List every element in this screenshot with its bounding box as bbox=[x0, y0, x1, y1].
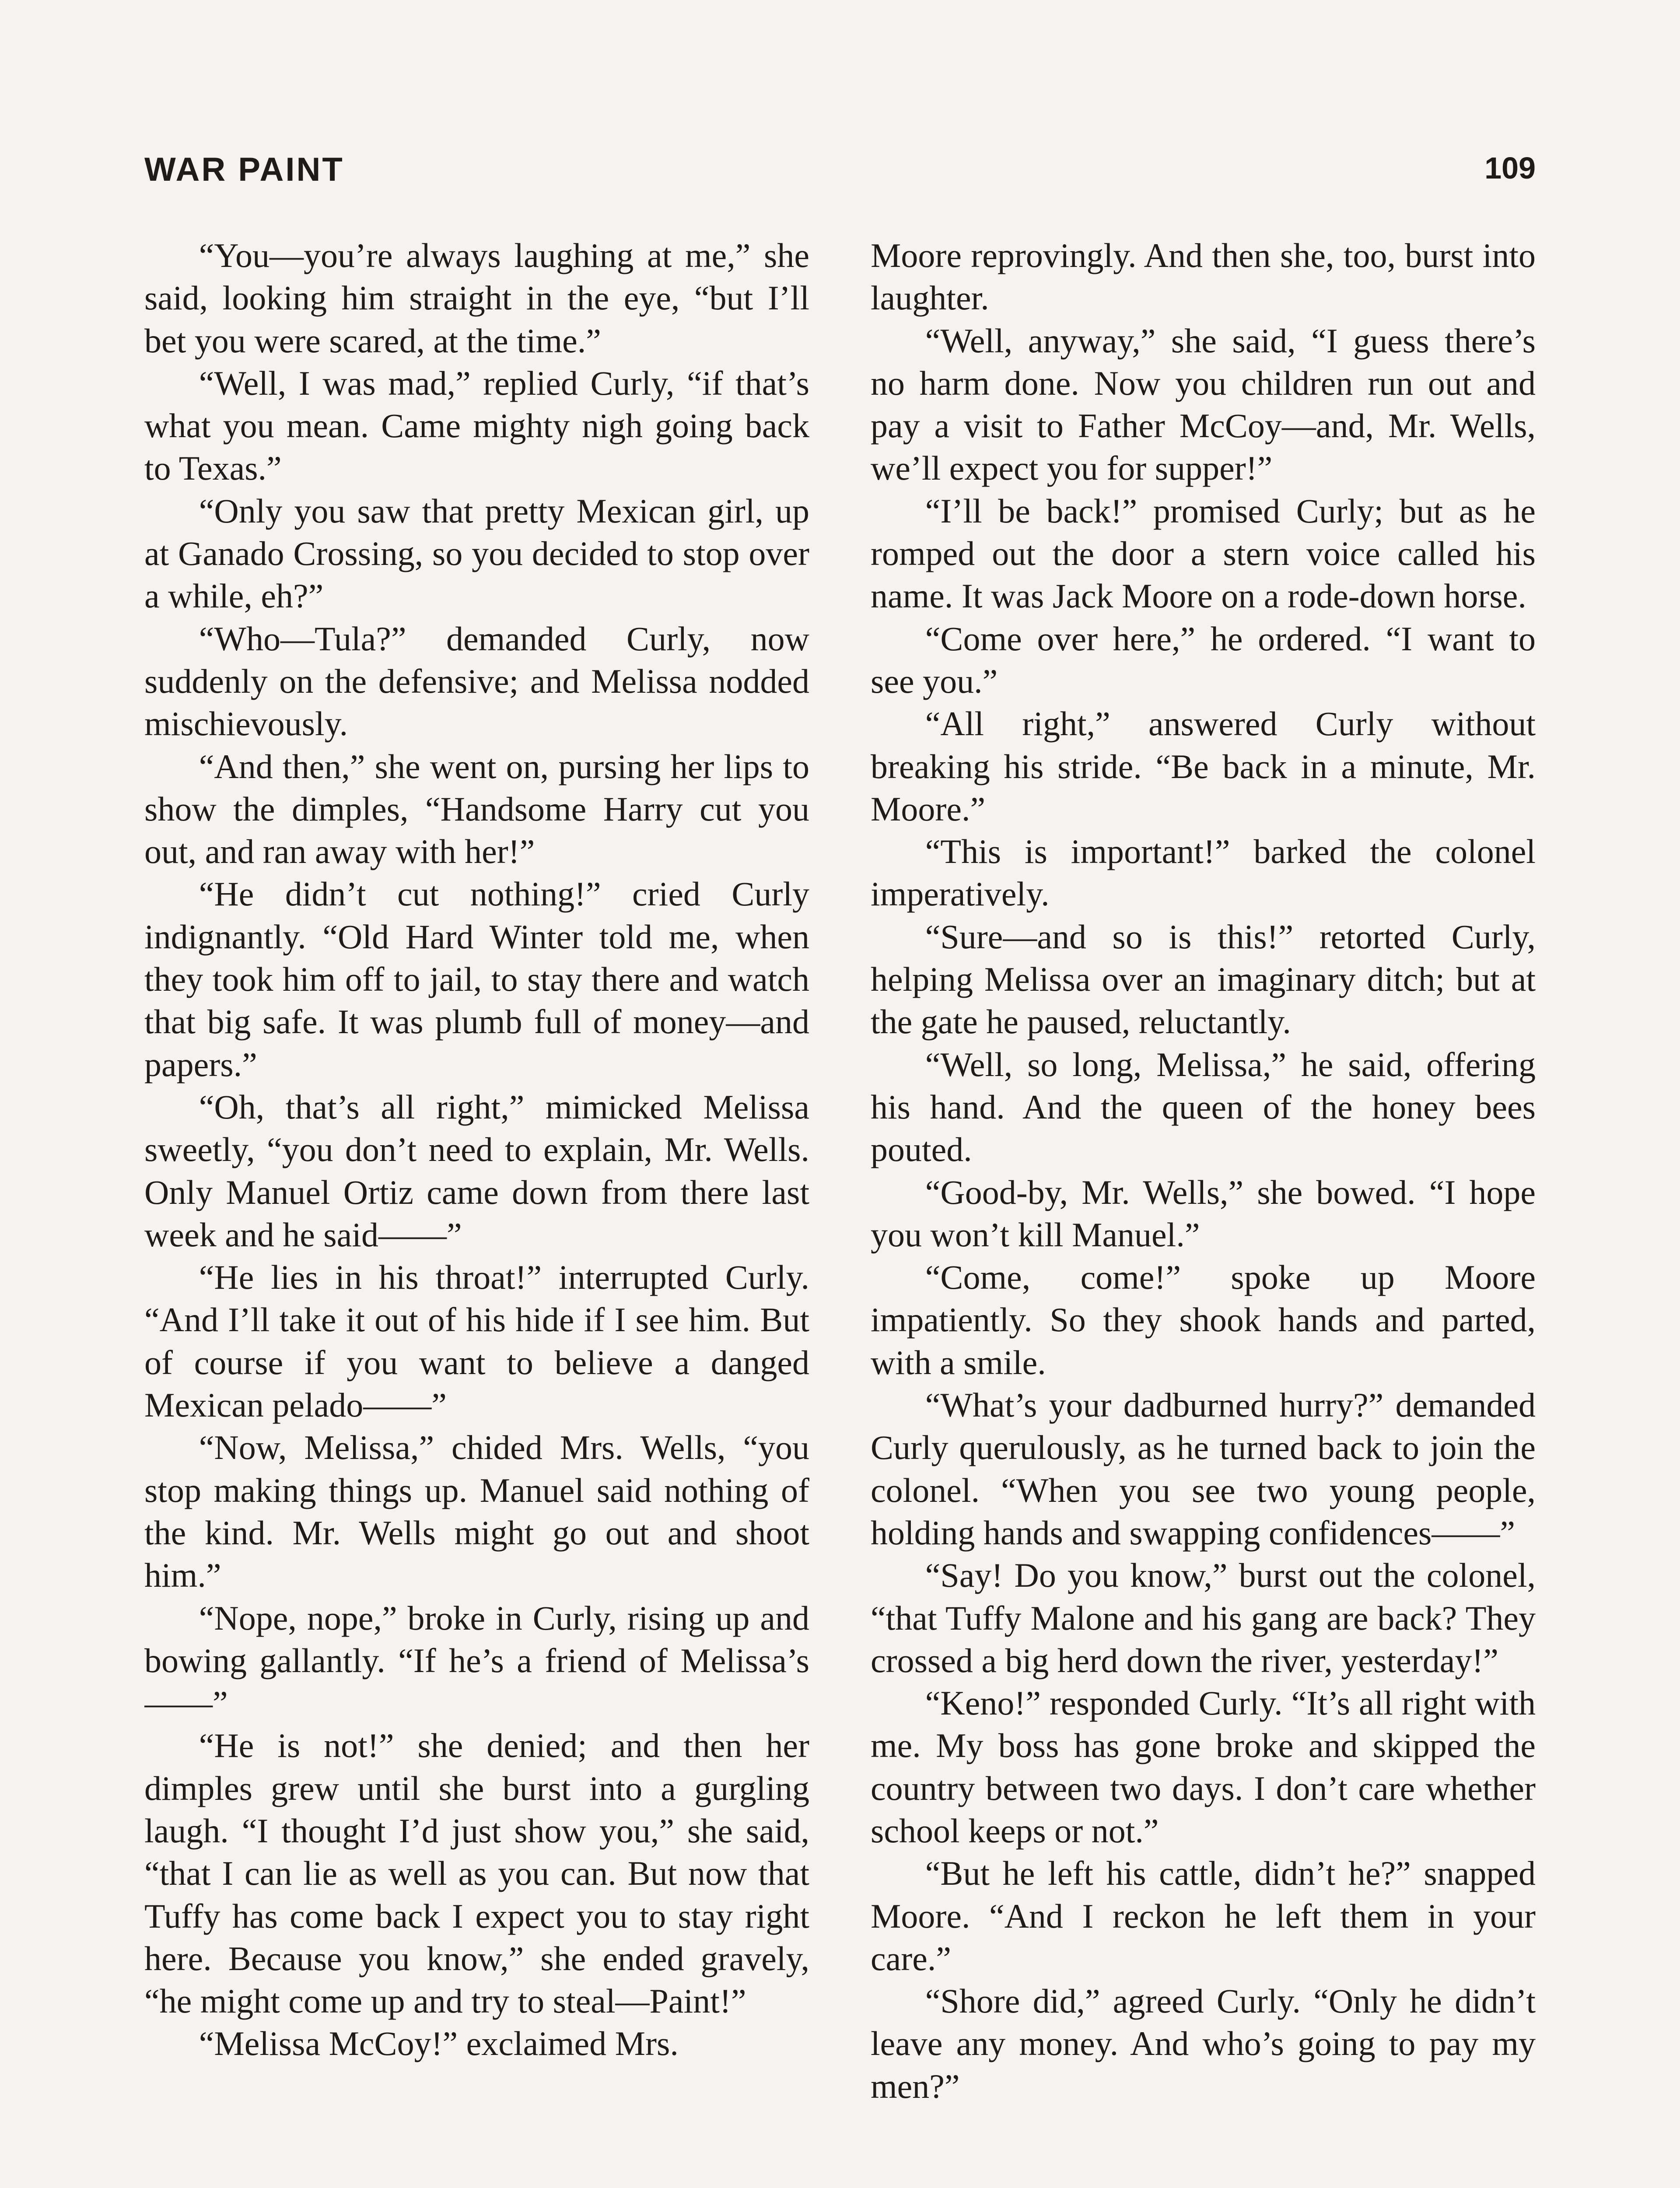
left-column bbox=[144, 234, 809, 2188]
paragraph: “Oh, that’s all right,” mimicked Melissa sweetly, “you don’t need to explain, Mr. Wells. Only Manuel Ortiz came down from there last week and he said——” bbox=[144, 1087, 809, 1254]
paragraph: “Now, Melissa,” chided Mrs. Wells, “you stop making things up. Manuel said nothing of the kind. Mr. Wells might go out and shoot him.” bbox=[144, 1428, 809, 1595]
paragraph: “You—you’re always laughing at me,” she said, looking him straight in the eye, “but I’ll bet you were scared, at the time.” bbox=[144, 236, 809, 360]
paragraph: “Melissa McCoy!” exclaimed Mrs. bbox=[199, 2024, 679, 2063]
paragraph: “He is not!” she denied; and then her dimples grew until she burst into a gurgling laugh. “I thought I’d just show you,” she said, “that I can lie as well as you can. But now that Tuffy has come back I expect you to stay right here. Because you know,” she ended gravely, “he might come up and try to steal—Paint!” bbox=[144, 1726, 809, 2020]
paragraph: “Keno!” responded Curly. “It’s all right with me. My boss has gone broke and skipped the country between two days. I don’t care whether school keeps or not.” bbox=[871, 1684, 1536, 1850]
paragraph: “And then,” she went on, pursing her lips to show the dimples, “Handsome Harry cut you out, and ran away with her!” bbox=[144, 747, 809, 871]
running-title: WAR PAINT bbox=[144, 151, 344, 188]
paragraph: “I’ll be back!” promised Curly; but as he romped out the door a stern voice called his name. It was Jack Moore on a rode-down horse. bbox=[871, 491, 1536, 615]
paragraph-continued: Moore reprovingly. And then she, too, burst into laughter. bbox=[871, 236, 1536, 317]
paragraph: “Only you saw that pretty Mexican girl, up at Ganado Crossing, so you decided to stop over a while, eh?” bbox=[144, 491, 809, 615]
page-number: 109 bbox=[1484, 151, 1536, 185]
paragraph: “He lies in his throat!” interrupted Curly. “And I’ll take it out of his hide if I see him. But of course if you want to believe a danged Mexican pelado——” bbox=[144, 1258, 809, 1424]
paragraph: “Well, I was mad,” replied Curly, “if that’s what you mean. Came mighty nigh going back to Texas.” bbox=[144, 364, 809, 487]
paragraph: “Say! Do you know,” burst out the colonel, “that Tuffy Malone and his gang are back? They crossed a big herd down the river, yesterday!” bbox=[871, 1556, 1536, 1680]
paragraph: “This is important!” barked the colonel imperatively. bbox=[871, 832, 1536, 913]
paragraph: “Well, so long, Melissa,” he said, offering his hand. And the queen of the honey bees pouted. bbox=[871, 1045, 1536, 1169]
page-header bbox=[144, 151, 1536, 203]
paragraph: “Come, come!” spoke up Moore impatiently. So they shook hands and parted, with a smile. bbox=[871, 1258, 1536, 1382]
paragraph: “Nope, nope,” broke in Curly, rising up and bowing gallantly. “If he’s a friend of Melissa’s——” bbox=[144, 1599, 809, 1722]
paragraph: “Sure—and so is this!” retorted Curly, helping Melissa over an imaginary ditch; but at the gate he paused, reluctantly. bbox=[871, 917, 1536, 1041]
text-columns bbox=[144, 234, 1536, 2188]
paragraph: “Well, anyway,” she said, “I guess there’s no harm done. Now you children run out and pay a visit to Father McCoy—and, Mr. Wells, we’ll expect you for supper!” bbox=[871, 321, 1536, 487]
right-column bbox=[871, 234, 1536, 2188]
paragraph: “What’s your dadburned hurry?” demanded Curly querulously, as he turned back to join the colonel. “When you see two young people, holding hands and swapping confidences——” bbox=[871, 1386, 1536, 1552]
paragraph: “Come over here,” he ordered. “I want to see you.” bbox=[871, 619, 1536, 700]
paragraph: “He didn’t cut nothing!” cried Curly indignantly. “Old Hard Winter told me, when they took him off to jail, to stay there and watch that big safe. It was plumb full of money—and papers.” bbox=[144, 875, 809, 1083]
paragraph: “Good-by, Mr. Wells,” she bowed. “I hope you won’t kill Manuel.” bbox=[871, 1173, 1536, 1254]
paragraph: “All right,” answered Curly without breaking his stride. “Be back in a minute, Mr. Moore.” bbox=[871, 705, 1536, 828]
paragraph: “Who—Tula?” demanded Curly, now suddenly on the defensive; and Melissa nodded mischievously. bbox=[144, 619, 809, 743]
paragraph: “But he left his cattle, didn’t he?” snapped Moore. “And I reckon he left them in your care.” bbox=[871, 1854, 1536, 1978]
paragraph: “Shore did,” agreed Curly. “Only he didn’t leave any money. And who’s going to pay my men?” bbox=[871, 1982, 1536, 2105]
